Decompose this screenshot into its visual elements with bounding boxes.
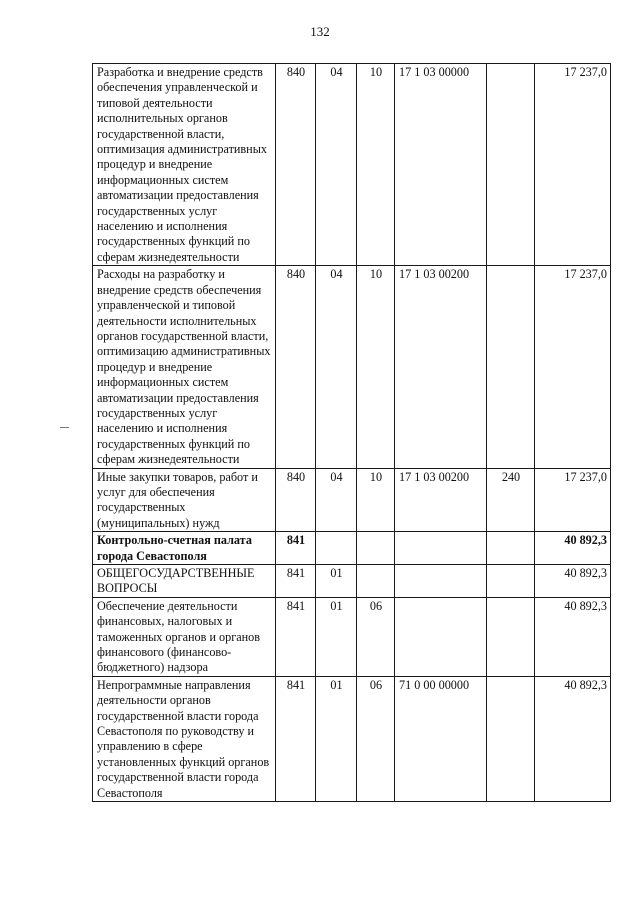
row-amount: 17 237,0 [535,266,611,468]
row-subsection: 10 [357,64,395,266]
row-section: 01 [316,676,357,801]
row-section: 01 [316,565,357,598]
row-target-code: 17 1 03 00000 [395,64,487,266]
row-target-code: 17 1 03 00200 [395,468,487,532]
row-subsection: 06 [357,597,395,676]
row-admin-code: 840 [276,266,316,468]
table-row [93,597,611,676]
row-name: Обеспечение деятельности финансовых, налоговых и таможенных органов и органов финансового (финансово-бюджетного) надзора [93,597,276,676]
row-section: 04 [316,266,357,468]
row-subsection [357,565,395,598]
row-amount: 40 892,3 [535,676,611,801]
row-subsection [357,532,395,565]
row-subsection: 10 [357,468,395,532]
row-section: 01 [316,597,357,676]
row-target-code [395,532,487,565]
table-row [93,266,611,468]
row-target-code [395,565,487,598]
row-admin-code: 841 [276,597,316,676]
row-section: 04 [316,468,357,532]
table-row [93,565,611,598]
margin-mark [60,427,69,428]
row-amount: 40 892,3 [535,532,611,565]
row-amount: 40 892,3 [535,565,611,598]
row-subsection: 06 [357,676,395,801]
row-amount: 17 237,0 [535,64,611,266]
table-row [93,468,611,532]
table-row [93,64,611,266]
row-expense-type [487,532,535,565]
row-admin-code: 841 [276,676,316,801]
row-amount: 40 892,3 [535,597,611,676]
row-admin-code: 840 [276,64,316,266]
table-row [93,532,611,565]
row-expense-type [487,565,535,598]
budget-table [92,63,611,802]
row-section [316,532,357,565]
row-expense-type [487,266,535,468]
page-number: 132 [310,24,330,39]
row-expense-type: 240 [487,468,535,532]
row-name: Разработка и внедрение средств обеспечения управленческой и типовой деятельности исполнительных органов государственной власти, оптимизация административных процедур и внедрение информационных систем автоматизации предоставления государственных услуг населению и исполнения государственных функций по сферам жизнедеятельности [93,64,276,266]
row-admin-code: 841 [276,532,316,565]
row-name: Контрольно-счетная палата города Севастополя [93,532,276,565]
row-subsection: 10 [357,266,395,468]
row-target-code: 17 1 03 00200 [395,266,487,468]
row-name: Непрограммные направления деятельности органов государственной власти города Севастополя по руководству и управлению в сфере установленных функций органов государственной власти города Севастополя [93,676,276,801]
row-admin-code: 840 [276,468,316,532]
row-expense-type [487,676,535,801]
row-amount: 17 237,0 [535,468,611,532]
row-expense-type [487,64,535,266]
row-target-code: 71 0 00 00000 [395,676,487,801]
row-section: 04 [316,64,357,266]
row-name: Расходы на разработку и внедрение средств обеспечения управленческой и типовой деятельности исполнительных органов государственной власти, оптимизацию административных процедур и внедрение информационных систем автоматизации предоставления государственных услуг населению и исполнения государственных функций по сферам жизнедеятельности [93,266,276,468]
row-expense-type [487,597,535,676]
row-admin-code: 841 [276,565,316,598]
row-name: Иные закупки товаров, работ и услуг для обеспечения государственных (муниципальных) нужд [93,468,276,532]
table-row [93,676,611,801]
row-name: ОБЩЕГОСУДАРСТВЕННЫЕ ВОПРОСЫ [93,565,276,598]
row-target-code [395,597,487,676]
